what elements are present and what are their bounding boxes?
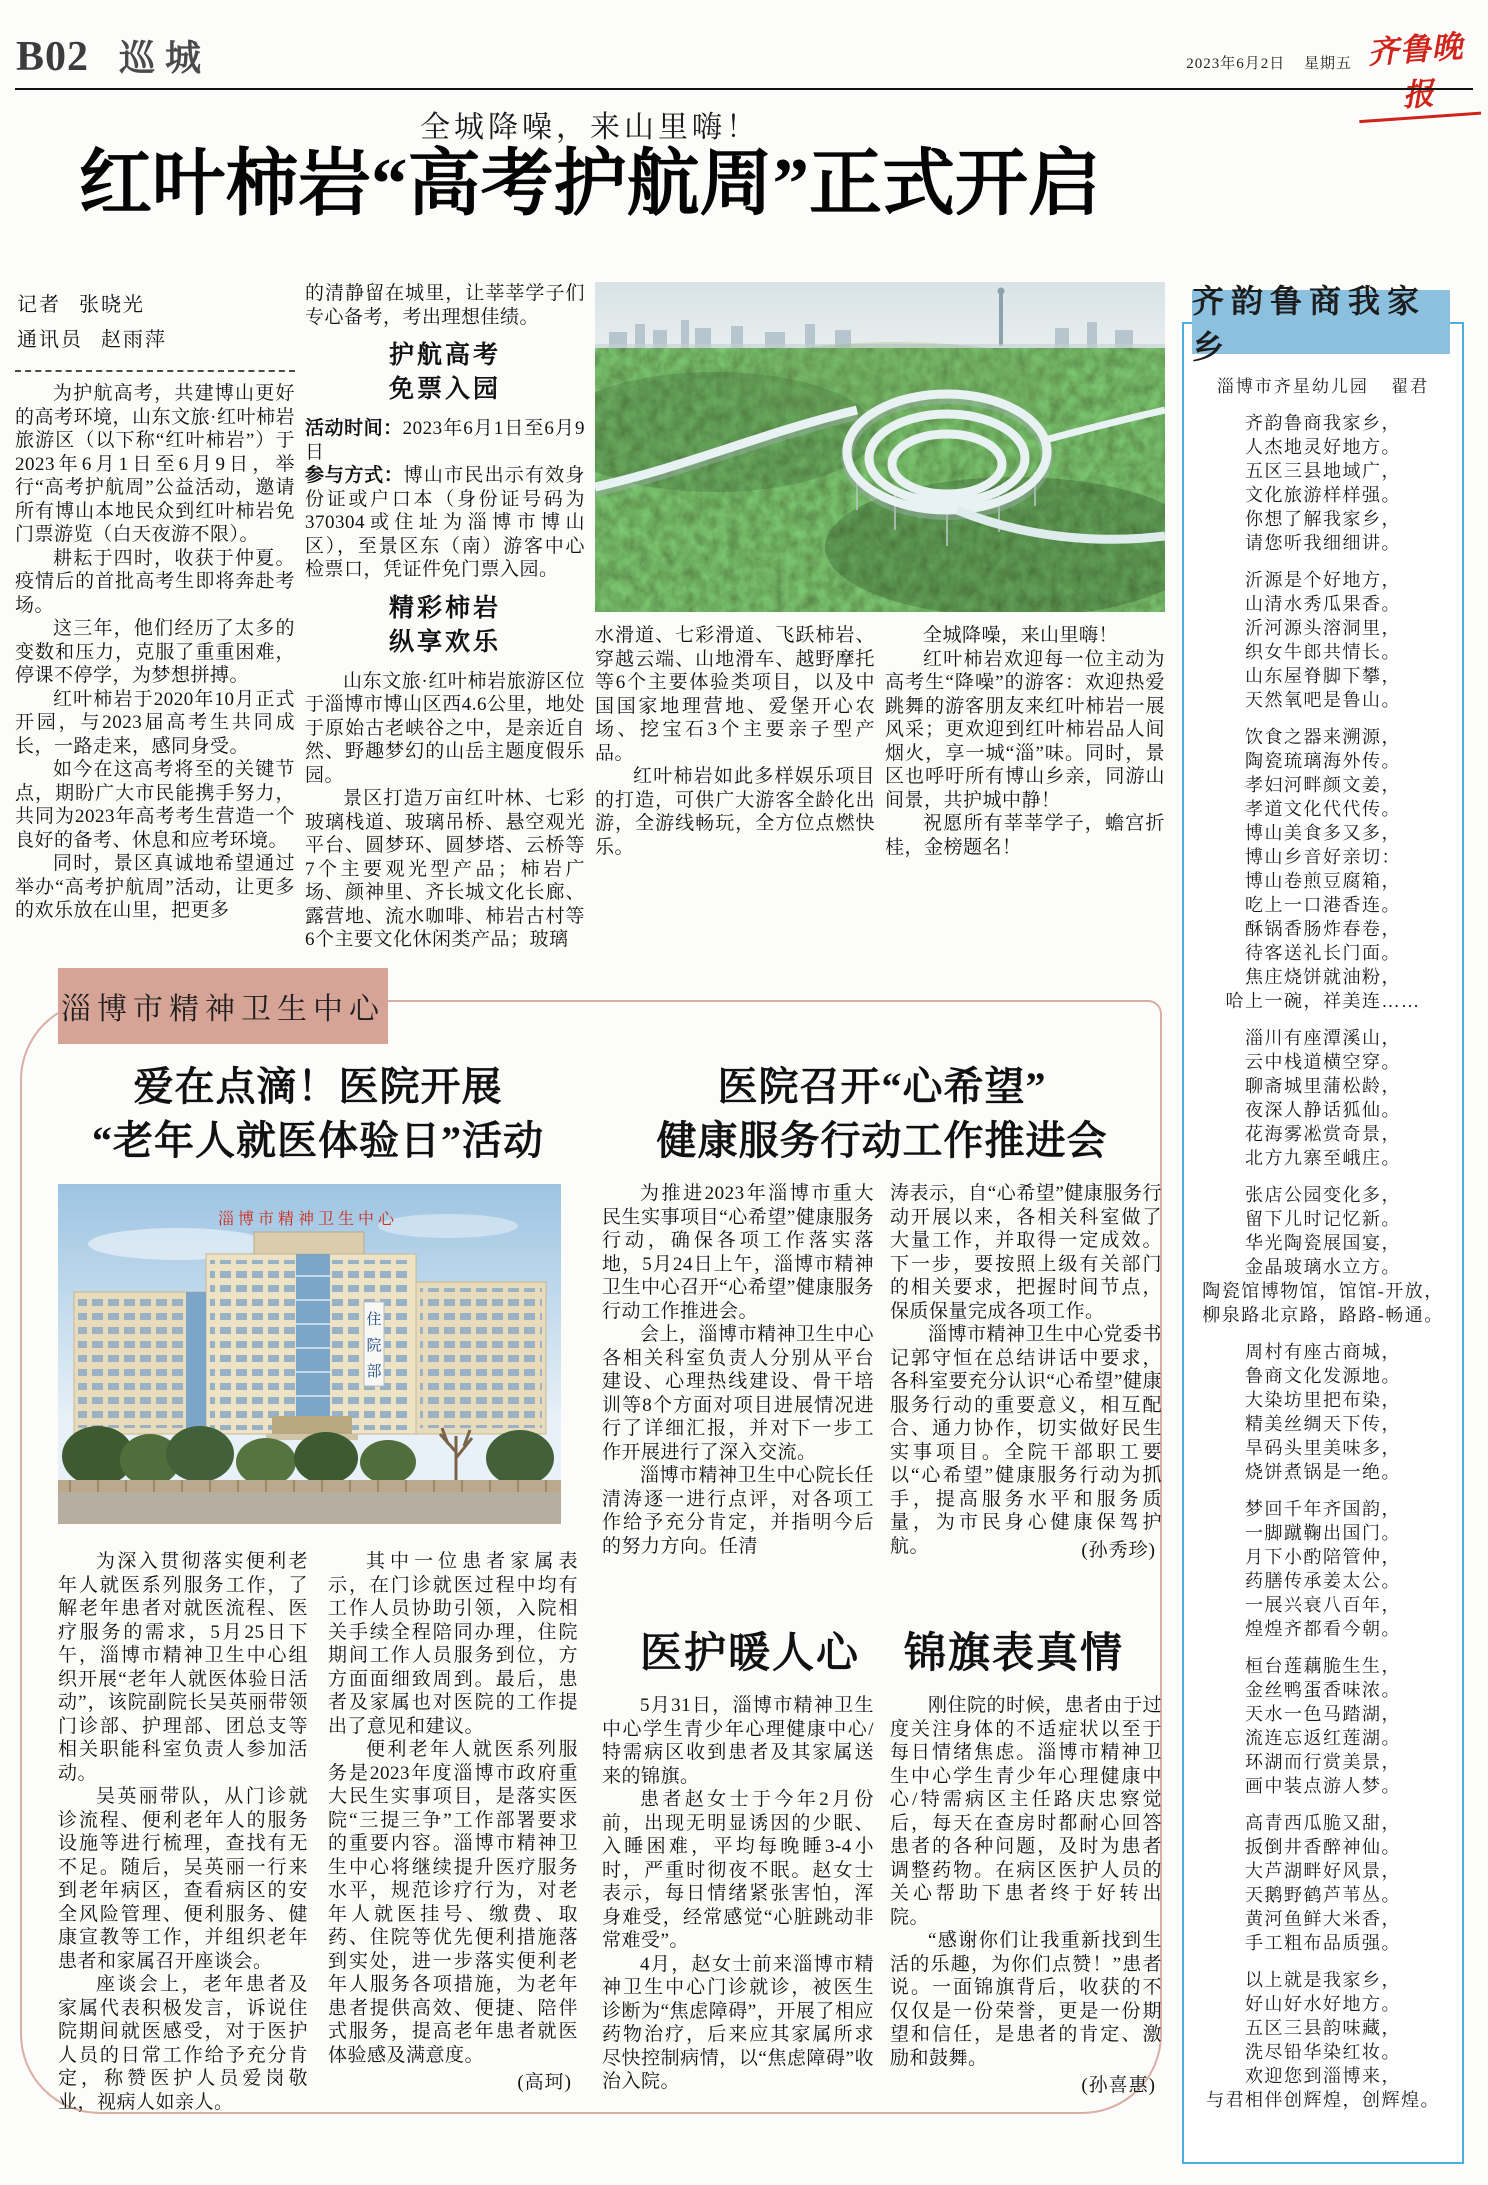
poem-line: 沂源是个好地方，	[1245, 570, 1401, 590]
paragraph: 水滑道、七彩滑道、飞跃柿岩、穿越云端、山地滑车、越野摩托等6个主要体验类项目，以及中国国家地理营地、爱堡开心农场、挖宝石3个主要亲子型产品。	[595, 625, 875, 764]
article1-headline: 爱在点滴！医院开展 “老年人就医体验日”活动	[92, 1064, 544, 1163]
poem-line: 药膳传承姜太公。	[1245, 1571, 1401, 1591]
poem-line: 织女牛郎共情长。	[1245, 642, 1401, 662]
poem-line: 云中栈道横空穿。	[1245, 1052, 1401, 1072]
paragraph: 景区打造万亩红叶林、七彩玻璃栈道、玻璃吊桥、悬空观光平台、圆梦环、圆梦塔、云桥等7个主要观光型产品；柿岩广场、颜神里、齐长城文化长廊、露营地、流水咖啡、柿岩古村等6个主要文化休闲类产品；玻璃	[305, 788, 585, 950]
lead-columns	[15, 282, 1165, 988]
poem-stanza	[1184, 568, 1462, 712]
poem-line: 哈上一碗，祥美连……	[1225, 991, 1421, 1011]
poem-line: 华光陶瓷展国宴，	[1245, 1233, 1401, 1253]
article1-signature: (高珂)	[517, 2072, 572, 2093]
poem-line: 流连忘返红莲湖。	[1245, 1728, 1401, 1748]
poem-line: 沂河源头溶洞里，	[1245, 618, 1401, 638]
article1-column-b	[328, 1550, 578, 2112]
poem-line: 与君相伴创辉煌，创辉煌。	[1206, 2090, 1440, 2110]
subhead-fun: 精彩柿岩 纵享欢乐	[388, 594, 501, 656]
poem-line: 博山卷煎豆腐箱，	[1245, 871, 1401, 891]
hospital-building-photo	[58, 1184, 561, 1524]
newspaper-logo: 齐鲁晚报	[1353, 20, 1481, 123]
article3-headline: 医护暖人心 锦旗表真情	[639, 1631, 1124, 1677]
activity-time-item: 活动时间：2023年6月1日至6月9日	[305, 418, 585, 463]
poem-body	[1184, 411, 1462, 2112]
paragraph: 红叶柿岩欢迎每一位主动为高考生“降噪”的游客：欢迎热爱跳舞的游客朋友来红叶柿岩一展风采；更欢迎到红叶柿岩品人间烟火，享一城“淄”味。同时，景区也呼吁所有博山乡亲，同游山间景，共护城中静！	[885, 648, 1165, 811]
hospital-photo	[58, 1184, 561, 1524]
poem-line: 天水一色马踏湖，	[1245, 1704, 1401, 1724]
paragraph: 如今在这高考将至的关键节点，期盼广大市民能携手努力，共同为2023年高考考生营造一个良好的备考、休息和应考环境。	[15, 759, 295, 851]
dateline	[1172, 52, 1352, 73]
lead-kicker: 全城降噪，来山里嗨！	[420, 111, 760, 144]
paragraph: 便利老年人就医系列服务是2023年度淄博市政府重大民生实事项目，是落实医院“三提三争”工作部署要求的重要内容。淄博市精神卫生中心将继续提升医疗服务水平，规范诊疗行为，对老年人就医挂号、缴费、取药、住院等优先便利措施落到实处，进一步落实便利老年人服务各项措施，为老年患者提供高效、便捷、陪伴式服务，提高老年患者就医体验感及满意度。	[328, 1739, 578, 2066]
poem-line: 博山美食多又多，	[1245, 823, 1401, 843]
paragraph: 耕耘于四时，收获于仲夏。疫情后的首批高考生即将奔赴考场。	[15, 547, 295, 616]
poem-line: 饮食之器来溯源，	[1245, 727, 1401, 747]
lead-column-3	[595, 624, 875, 988]
article3-column-c	[602, 1694, 874, 2106]
header-rule	[15, 88, 1473, 90]
paragraph: 同时，景区真诚地希望通过举办“高考护航周”活动，让更多的欢乐放在山里，把更多	[15, 853, 295, 921]
poem-stanza	[1184, 1340, 1462, 1484]
sidebar-byline	[1184, 372, 1462, 397]
paragraph: 其中一位患者家属表示，在门诊就医过程中均有工作人员协助引领，入院相关手续全程陪同办理，住院期间工作人员服务到位，方方面面细致周到。最后，患者及家属也对医院的工作提出了意见和建议。	[328, 1551, 578, 1737]
paragraph: 山东文旅·红叶柿岩旅游区位于淄博市博山区西4.6公里，地处于原始古老峡谷之中，是亲近自然、野趣梦幻的山岳主题度假乐园。	[305, 670, 585, 786]
poem-line: 梦回千年齐国韵，	[1245, 1499, 1401, 1519]
paragraph: 患者赵女士于今年2月份前，出现无明显诱因的少眠、入睡困难，平均每晚睡3-4小时，严重时彻夜不眠。赵女士表示，每日情绪紧张害怕，浑身难受，经常感觉“心脏跳动非常难受”。	[602, 1789, 874, 1951]
poem-line: 周村有座古商城，	[1245, 1342, 1401, 1362]
lead-col1-body	[15, 382, 295, 923]
poem-line: 山清水秀瓜果香。	[1245, 594, 1401, 614]
poem-line: 以上就是我家乡，	[1245, 1970, 1401, 1990]
poem-line: 欢迎您到淄博来，	[1245, 2066, 1401, 2086]
poem-line: 花海雾凇赏奇景，	[1245, 1124, 1401, 1144]
poem-line: 陶瓷琉璃海外传。	[1245, 751, 1401, 771]
paragraph: 这三年，他们经历了太多的变数和压力，克服了重重困难，停课不停学，为梦想拼搏。	[15, 618, 295, 686]
poem-line: 焦庄烧饼就油粉，	[1245, 967, 1401, 987]
page-header	[16, 30, 211, 81]
paragraph: 为推进2023年淄博市重大民生实事项目“心希望”健康服务行动，确保各项工作落实落地，5月24日上午，淄博市精神卫生中心召开“心希望”健康服务行动工作推进会。	[602, 1183, 874, 1322]
poem-line: 煌煌齐都看今朝。	[1245, 1619, 1401, 1639]
date-text: 2023年6月2日	[1186, 56, 1286, 72]
poem-line: 聊斋城里蒲松龄，	[1245, 1076, 1401, 1096]
poem-stanza	[1184, 1811, 1462, 1955]
paragraph: 4月，赵女士前来淄博市精神卫生中心门诊就诊，被医生诊断为“焦虑障碍”，开展了相应药物治疗，后来应其家属所求尽快控制病情，以“焦虑障碍”收治入院。	[602, 1953, 874, 2092]
poem-line: 夜深人静话狐仙。	[1245, 1100, 1401, 1120]
hospital-section-label: 淄博市精神卫生中心	[58, 968, 388, 1044]
poem-line: 扳倒井香醉神仙。	[1245, 1837, 1401, 1857]
poem-line: 黄河鱼鲜大米香，	[1245, 1909, 1401, 1929]
poem-stanza	[1184, 1026, 1462, 1170]
poem-stanza	[1184, 725, 1462, 1013]
poem-line: 文化旅游样样强。	[1245, 485, 1401, 505]
hospital-article-1	[58, 1060, 578, 2112]
poem-line: 金晶玻璃水立方。	[1245, 1257, 1401, 1277]
page-number: B02	[16, 34, 90, 80]
poem-line: 大染坊里把布染，	[1245, 1390, 1401, 1410]
paragraph: 祝愿所有莘莘学子，蟾宫折桂，金榜题名！	[885, 813, 1165, 858]
poem-line: 旱码头里美味多，	[1245, 1438, 1401, 1458]
poem-line: 烧饼煮锅是一绝。	[1245, 1462, 1401, 1482]
paragraph: 全城降噪，来山里嗨！	[923, 625, 1119, 646]
poem-line: 五区三县地域广，	[1245, 461, 1401, 481]
poem-line: 月下小酌陪管仲，	[1245, 1547, 1401, 1567]
article1-column-a	[58, 1550, 308, 2112]
poem-stanza	[1184, 1654, 1462, 1798]
poem-line: 齐韵鲁商我家乡，	[1245, 413, 1401, 433]
poem-stanza	[1184, 411, 1462, 555]
lead-headline: 红叶柿岩“高考护航周”正式开启	[79, 143, 1101, 224]
poem-line: 陶瓷馆博物馆，馆馆-开放，	[1202, 1281, 1444, 1301]
poem-line: 好山好水好地方。	[1245, 1994, 1401, 2014]
poem-line: 一展兴衰八百年，	[1245, 1595, 1401, 1615]
article2-headline: 医院召开“心希望” 健康服务行动工作推进会	[656, 1064, 1108, 1163]
poem-line: 一脚蹴鞠出国门。	[1245, 1523, 1401, 1543]
article3-signature: (孙喜惠)	[1081, 2075, 1156, 2096]
poem-line: 张店公园变化多，	[1245, 1185, 1401, 1205]
svg-text:部: 部	[366, 1364, 382, 1380]
poem-line: 手工粗布品质强。	[1245, 1933, 1401, 1953]
svg-text:院: 院	[366, 1338, 382, 1354]
article2-column-d	[890, 1182, 1162, 1610]
sidebar-poem-box	[1182, 283, 1464, 2164]
lead-column-4	[885, 624, 1165, 988]
lead-column-2	[305, 282, 585, 988]
poem-line: 精美丝绸天下传，	[1245, 1414, 1401, 1434]
poem-line: 五区三县韵味藏，	[1245, 2018, 1401, 2038]
lead-col4-body	[885, 624, 1165, 859]
paragraph: 淄博市精神卫生中心党委书记郭守恒在总结讲话中要求，各科室要充分认识“心希望”健康服务行动的重要意义，相互配合、通力协作，切实做好民生实事项目。全院干部职工要以“心希望”健康服务行动为抓手，提高服务水平和服务质量，为市民身心健康保驾护航。	[890, 1324, 1162, 1557]
poem-line: 人杰地灵好地方。	[1245, 437, 1401, 457]
paragraph: 的清静留在城里，让莘莘学子们专心备考，考出理想佳绩。	[305, 283, 585, 328]
poem-line: 金丝鸭蛋香味浓。	[1245, 1680, 1401, 1700]
poem-line: 大芦湖畔好风景，	[1245, 1861, 1401, 1881]
poem-line: 山东屋脊脚下攀，	[1245, 666, 1401, 686]
poem-stanza	[1184, 1968, 1462, 2112]
lead-photo	[595, 282, 1165, 612]
inpatient-sign	[366, 1311, 381, 1380]
paragraph: 红叶柿岩如此多样娱乐项目的打造，可供广大游客全龄化出游，全游线畅玩，全方位点燃快乐。	[595, 766, 875, 858]
poem-line: 天然氧吧是鲁山。	[1245, 690, 1401, 710]
paragraph: 5月31日，淄博市精神卫生中心学生青少年心理健康中心/特需病区收到患者及其家属送来的锦旗。	[602, 1695, 874, 1787]
byline-reporter: 记者 张晓光	[17, 294, 145, 316]
poem-line: 高青西瓜脆又甜，	[1245, 1813, 1401, 1833]
mountain-glass-walkway-photo	[595, 282, 1165, 612]
poem-line: 请您听我细细讲。	[1245, 533, 1401, 553]
poem-line: 洗尽铅华染红妆。	[1245, 2042, 1401, 2062]
section-name: 巡城	[119, 38, 212, 78]
poem-line: 北方九寨至峨庄。	[1245, 1148, 1401, 1168]
poem-line: 环湖而行赏美景，	[1245, 1752, 1401, 1772]
poem-line: 博山乡音好亲切：	[1245, 847, 1401, 867]
paragraph: 刚住院的时候，患者由于过度关注身体的不适症状以至于每日情绪焦虑。淄博市精神卫生中心学生青少年心理健康中心/特需病区主任路庆忠察觉后，每天在查房时都耐心回答患者的各种问题，及时为患者调整药物。在病区医护人员的关心帮助下患者终于好转出院。	[890, 1695, 1162, 1928]
lead-column-1	[15, 282, 295, 988]
hospital-section	[20, 993, 1162, 2114]
paragraph: 红叶柿岩于2020年10月正式开园，与2023届高考生共同成长，一路走来，感同身受。	[15, 688, 295, 757]
poem-line: 吃上一口港香连。	[1245, 895, 1401, 915]
poem-line: 留下儿时记忆新。	[1245, 1209, 1401, 1229]
paragraph: 吴英丽带队，从门诊就诊流程、便利老年人的服务设施等进行梳理，查找有无不足。随后，吴英丽一行来到老年病区，查看病区的安全风险管理、便利服务、健康宣教等工作，并组织老年患者和家属召开座谈会。	[58, 1786, 308, 1972]
article2-signature: (孙秀珍)	[1081, 1539, 1156, 1561]
poem-line: 鲁商文化发源地。	[1245, 1366, 1401, 1386]
paragraph: “感谢你们让我重新找到生活的乐趣，为你们点赞！”患者说。一面锦旗背后，收获的不仅仅是一份荣誉，更是一份期望和信任，是患者的肯定、激励和鼓舞。	[890, 1930, 1162, 2069]
byline-correspondent: 通讯员 赵雨萍	[17, 329, 167, 351]
subhead-free-entry: 护航高考 免票入园	[388, 342, 501, 403]
participation-item: 参与方式：博山市民出示有效身份证或户口本（身份证号码为370304或住址为淄博市博山区），至景区东（南）游客中心检票口，凭证件免门票入园。	[305, 465, 585, 580]
roof-sign-text: 淄博市精神卫生中心	[217, 1211, 399, 1228]
poem-line: 桓台莲藕脆生生，	[1245, 1656, 1401, 1676]
paragraph: 涛表示，自“心希望”健康服务行动开展以来，各相关科室做了大量工作，并取得一定成效。下一步，要按照上级有关部门的相关要求，把握时间节点，保质保量完成各项工作。	[890, 1183, 1162, 1322]
poem-line: 你想了解我家乡，	[1245, 509, 1401, 529]
paragraph: 为深入贯彻落实便利老年人就医系列服务工作，了解老年患者对就医流程、医疗服务的需求，5月25日下午，淄博市精神卫生中心组织开展“老年人就医体验日活动”，该院副院长吴英丽带领门诊部、护理部、团总支等相关职能科室负责人参加活动。	[58, 1551, 308, 1784]
byline	[15, 282, 295, 372]
poem-author: 翟君	[1391, 377, 1430, 396]
paragraph: 会上，淄博市精神卫生中心各相关科室负责人分别从平台建设、心理热线建设、骨干培训等8个方面对项目进展情况进行了详细汇报，并对下一步工作开展进行了深入交流。	[602, 1324, 874, 1463]
poem-line: 酥锅香肠炸春卷，	[1245, 919, 1401, 939]
paragraph: 淄博市精神卫生中心院长任清涛逐一进行点评，对各项工作给予充分肯定，并指明今后的努力方向。任清	[602, 1465, 874, 1557]
article2-column-c	[602, 1182, 874, 1610]
weekday-text: 星期五	[1303, 56, 1352, 72]
poem-line: 孝道文化代代传。	[1245, 799, 1401, 819]
poem-line: 画中装点游人梦。	[1245, 1776, 1401, 1796]
lead-col2-body	[305, 670, 585, 952]
hospital-articles-right	[602, 1060, 1162, 2106]
article3-column-d	[890, 1694, 1162, 2106]
sidebar-title: 齐韵鲁商我家乡	[1192, 290, 1450, 354]
poem-line: 天鹅野鹤芦苇丛。	[1245, 1885, 1401, 1905]
poem-line: 柳泉路北京路，路路-畅通。	[1202, 1305, 1444, 1325]
poem-line: 待客送礼长门面。	[1245, 943, 1401, 963]
poem-stanza	[1184, 1183, 1462, 1327]
poem-stanza	[1184, 1497, 1462, 1641]
poem-line: 孝妇河畔颜文姜，	[1245, 775, 1401, 795]
poem-line: 淄川有座潭溪山，	[1245, 1028, 1401, 1048]
paragraph: 座谈会上，老年患者及家属代表积极发言，诉说住院期间就医感受，对于医护人员的日常工作给予充分肯定，称赞医护人员爱岗敬业，视病人如亲人。	[58, 1974, 308, 2112]
svg-text:住: 住	[366, 1312, 382, 1328]
paragraph: 为护航高考，共建博山更好的高考环境，山东文旅·红叶柿岩旅游区（以下称“红叶柿岩”）于2023年6月1日至6月9日，举行“高考护航周”公益活动，邀请所有博山本地民众到红叶柿岩免门票游览（白天夜游不限）。	[15, 383, 295, 545]
poem-org: 淄博市齐星幼儿园	[1216, 377, 1369, 396]
